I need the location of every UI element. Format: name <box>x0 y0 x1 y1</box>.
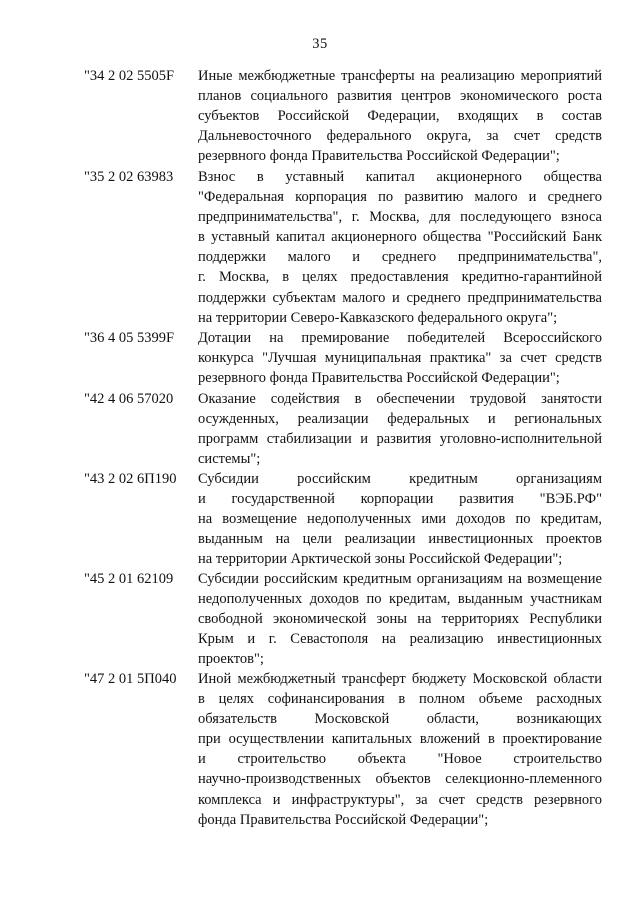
description-line: Крым и г. Севастополя на реализацию инвестиционных <box>198 631 602 648</box>
budget-code: "36 4 05 5399F <box>84 330 175 346</box>
description-line: предпринимательства", г. Москва, для последующего взноса <box>198 209 602 226</box>
budget-code: "42 4 06 57020 <box>84 391 174 407</box>
page-number: 35 <box>312 36 328 52</box>
budget-code: "35 2 02 63983 <box>84 169 174 185</box>
description-line: конкурса "Лучшая муниципальная практика" за счет средств <box>198 350 602 367</box>
description-line: выданным на цели реализации инвестиционных проектов <box>198 531 602 548</box>
entry-description <box>198 167 602 328</box>
description-line: Взнос в уставный капитал акционерного общества <box>198 169 602 185</box>
description-line: комплекса и инфраструктуры", за счет средств резервного <box>198 791 602 808</box>
budget-code: "47 2 01 5П040 <box>84 671 177 687</box>
entry-description <box>198 569 602 669</box>
entry-description <box>198 66 602 166</box>
entry-description <box>198 389 602 469</box>
description-line: резервного фонда Правительства Российской Федерации"; <box>198 370 560 387</box>
description-line: фонда Правительства Российской Федерации"; <box>198 811 489 828</box>
description-line: в уставный капитал акционерного общества "Российский Банк <box>198 229 602 246</box>
description-line: Субсидии российским кредитным организациям на возмещение <box>198 571 602 587</box>
description-line: планов социального развития центров экономического роста <box>198 88 602 105</box>
description-line: проектов"; <box>198 651 264 668</box>
description-line: поддержки субъектам малого и среднего предпринимательства <box>198 289 602 306</box>
description-line: программ стабилизации и развития уголовно-исполнительной <box>198 431 602 448</box>
description-line: в целях софинансирования в полном объеме расходных <box>198 691 602 708</box>
description-line: и государственной корпорации развития "ВЭБ.РФ" <box>198 491 602 508</box>
description-line: при осуществлении капитальных вложений в проектирование <box>198 731 602 748</box>
budget-code: "45 2 01 62109 <box>84 571 174 587</box>
description-line: Дотации на премирование победителей Всероссийского <box>198 330 602 346</box>
description-line: поддержки малого и среднего предпринимательства", <box>198 249 602 266</box>
description-line: свободной экономической зоны на территориях Республики <box>198 611 602 628</box>
description-line: Иной межбюджетный трансферт бюджету Московской области <box>198 671 602 687</box>
budget-code: "34 2 02 5505F <box>84 68 175 84</box>
description-line: Оказание содействия в обеспечении трудовой занятости <box>198 391 602 407</box>
entry-description <box>198 669 602 830</box>
description-line: на возмещение недополученных ими доходов по кредитам, <box>198 511 602 528</box>
description-line: на территории Северо-Кавказского федерального округа"; <box>198 309 558 326</box>
description-line: "Федеральная корпорация по развитию малого и среднего <box>198 189 602 206</box>
description-line: и строительство объекта "Новое строительство <box>198 751 602 768</box>
description-line: Иные межбюджетные трансферты на реализацию мероприятий <box>198 68 602 84</box>
budget-code: "43 2 02 6П190 <box>84 471 177 487</box>
description-line: обязательств Московской области, возникающих <box>198 711 602 728</box>
description-line: на территории Арктической зоны Российской Федерации"; <box>198 551 563 568</box>
entry-description <box>198 328 602 388</box>
description-line: г. Москва, в целях предоставления кредитно-гарантийной <box>198 269 602 286</box>
description-line: субъектов Российской Федерации, входящих в состав <box>198 108 602 125</box>
description-line: осужденных, реализации федеральных и региональных <box>198 411 602 428</box>
description-line: резервного фонда Правительства Российской Федерации"; <box>198 148 560 165</box>
description-line: научно-производственных объектов селекционно-племенного <box>198 771 602 788</box>
description-line: Дальневосточного федерального округа, за счет средств <box>198 128 602 145</box>
description-line: системы"; <box>198 451 261 468</box>
description-line: Субсидии российским кредитным организациям <box>198 471 602 487</box>
description-line: недополученных доходов по кредитам, выданным участникам <box>198 591 602 608</box>
entry-description <box>198 469 602 569</box>
